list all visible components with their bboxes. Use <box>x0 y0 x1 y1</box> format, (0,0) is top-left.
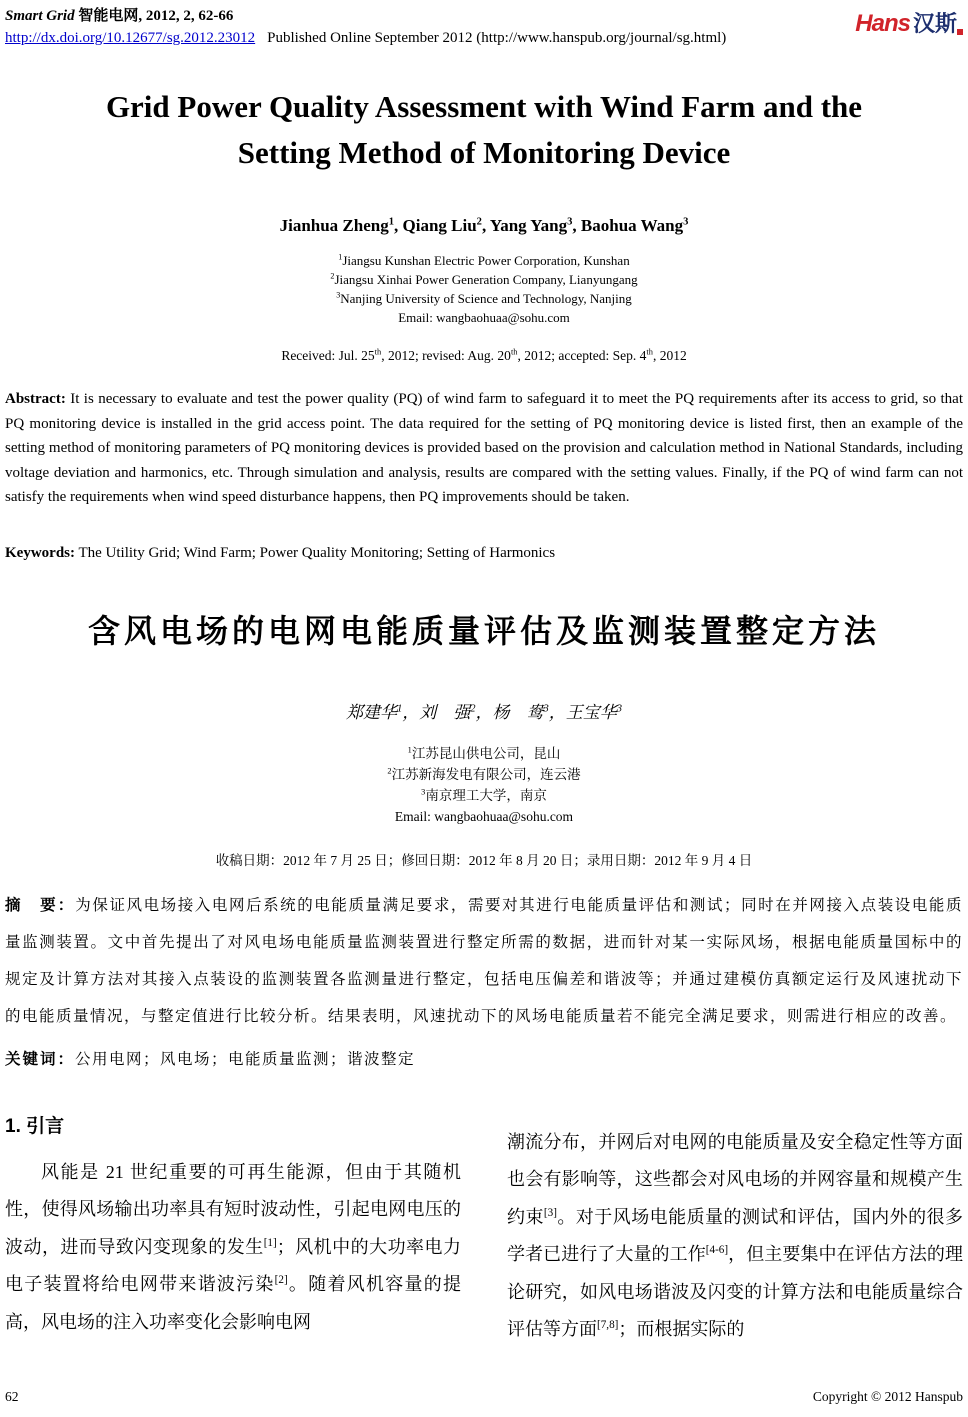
ordinal-sup: th <box>510 347 518 357</box>
hans-publisher-logo <box>855 7 963 38</box>
logo-accent-square <box>957 29 963 35</box>
author-sep: , <box>481 216 490 235</box>
author-name-zh: 王宝华 <box>565 702 617 722</box>
affil-sup: 3 <box>421 787 426 796</box>
body-text: 。随着风机容量的提高，风电场的注入功率变化会影响电网 <box>5 1274 462 1332</box>
affil-sup: 3 <box>336 290 341 300</box>
authors-en <box>5 216 963 236</box>
author-name: Jianhua Zheng <box>279 216 389 235</box>
ordinal-sup: th <box>374 347 382 357</box>
author-affil-sup: 3 <box>616 702 623 714</box>
keywords-text-en: The Utility Grid; Wind Farm; Power Quality Monitoring; Setting of Harmonics <box>75 544 556 561</box>
body-text: 潮流分布，并网后对电网的电能质量及安全稳定性等方面也会有影响等，这些都会对风电场的并网容量和规模产生约束 <box>507 1131 963 1227</box>
author-name-zh: 刘 强 <box>419 702 471 722</box>
body-text: 风能是 21 世纪重要的可再生能源，但由于其随机性，使得风场输出功率具有短时波动性，引起电网电压的波动，进而导致闪变现象的发生 <box>5 1161 461 1257</box>
keywords-text-zh: 公用电网；风电场；电能质量监测；谐波整定 <box>75 1050 416 1068</box>
abstract-en <box>5 387 963 510</box>
body-text: 。对于风场电能质量的测试和评估，国内外的很多学者已进行了大量的工作 <box>507 1206 964 1264</box>
affil-text: Jiangsu Xinhai Power Generation Company, Lianyungang <box>334 272 638 287</box>
author-sep: , <box>572 216 581 235</box>
author-name: Yang Yang <box>489 216 568 235</box>
email-line-zh: Email: wangbaohuaa@sohu.com <box>394 808 574 824</box>
citation-ref: [7,8] <box>597 1319 619 1331</box>
intro-paragraph-right <box>507 1124 963 1349</box>
affil-sup: 1 <box>407 745 412 754</box>
affil-text: Nanjing University of Science and Technology, Nanjing <box>340 291 632 306</box>
paper-title-zh: 含风电场的电网电能质量评估及监测装置整定方法 <box>87 612 880 649</box>
intro-paragraph-left <box>5 1154 461 1342</box>
affiliations-en <box>5 251 963 327</box>
affiliation-line <box>5 270 963 289</box>
authors-zh <box>5 698 963 723</box>
page-footer <box>5 1389 963 1405</box>
affiliation-line-zh <box>5 764 963 785</box>
journal-name: Smart Grid <box>5 8 75 24</box>
received-text: , 2012 <box>652 348 687 363</box>
received-dates-en <box>5 348 963 364</box>
author-affil-sup: 3 <box>543 702 549 714</box>
author-name-zh: 杨 鸯 <box>492 702 544 722</box>
affiliation-line-zh <box>5 743 963 764</box>
affiliation-line-zh <box>5 785 963 806</box>
keywords-en <box>5 545 963 562</box>
keywords-label-en: Keywords: <box>5 544 75 561</box>
logo-hans-text: Hans <box>855 10 910 37</box>
doi-link[interactable]: http://dx.doi.org/10.12677/sg.2012.23012 <box>5 30 256 46</box>
received-dates-zh: 收稿日期：2012 年 7 月 25 日；修回日期：2012 年 8 月 20 日；录用日期：2012 年 9 月 4 日 <box>215 852 753 868</box>
doi-line <box>5 28 726 48</box>
keywords-label-zh: 关键词： <box>5 1050 76 1068</box>
affil-text: Jiangsu Kunshan Electric Power Corporation, Kunshan <box>342 253 630 268</box>
received-text: , 2012; revised: Aug. 20 <box>381 348 511 363</box>
author-name-zh: 郑建华 <box>345 702 397 722</box>
received-text: , 2012; accepted: Sep. 4 <box>517 348 647 363</box>
paper-title-line2: Setting Method of Monitoring Device <box>237 135 731 170</box>
journal-issue-info: 智能电网, 2012, 2, 62-66 <box>74 8 234 24</box>
author-sep: ， <box>548 702 566 722</box>
page-header <box>5 6 963 48</box>
affiliations-zh <box>5 743 963 827</box>
abstract-label-zh: 摘 要： <box>5 896 76 914</box>
abstract-zh <box>5 887 963 1035</box>
abstract-label-en: Abstract: <box>5 391 66 407</box>
published-online-text: Published Online September 2012 (http://www.hanspub.org/journal/sg.html) <box>267 30 727 46</box>
author-sep: ， <box>475 702 493 722</box>
citation-ref: [1] <box>263 1236 277 1249</box>
body-columns <box>5 1111 963 1349</box>
abstract-text-en: It is necessary to evaluate and test the power quality (PQ) of wind farm to safeguard it to meet the PQ requirements after its access to grid, so that PQ monitoring device is installed in the grid access point. The data required for the setting of PQ monitoring device is listed first, then an example of the setting method of monitoring parameters of PQ monitoring devices is provided based on the provision and calculation method in National Standards, including voltage deviation and harmonics, etc. Through simulation and analysis, results are compared with the setting values. Finally, if the PQ of wind farm can not satisfy the requirements when wind speed disturbance happens, then PQ improvements should be taken. <box>5 391 963 505</box>
journal-info <box>5 6 726 48</box>
paper-title-line1: Grid Power Quality Assessment with Wind Farm and the <box>105 89 863 124</box>
affiliation-line <box>5 251 963 270</box>
abstract-text-zh: 为保证风电场接入电网后系统的电能质量满足要求，需要对其进行电能质量评估和测试；同时在并网接入点装设电能质量监测装置。文中首先提出了对风电场电能质量监测装置进行整定所需的数据，进而针对某一实际风场，根据电能质量国标中的规定及计算方法对其接入点装设的监测装置各监测量进行整定，包括电压偏差和谐波等；并通过建模仿真额定运行及风速扰动下的电能质量情况，与整定值进行比较分析。结果表明，风速扰动下的风场电能质量若不能完全满足要求，则需进行相应的改善。 <box>5 896 963 1025</box>
left-column <box>5 1111 461 1349</box>
page-number: 62 <box>5 1389 19 1404</box>
author-affil-sup: 2 <box>476 216 482 228</box>
received-text: Received: Jul. 25 <box>281 348 375 363</box>
right-column <box>507 1111 963 1349</box>
body-text: ；风机中的大功率电力电子装置将给电网带来谐波污染 <box>5 1236 462 1294</box>
citation-ref: [4-6] <box>705 1244 729 1256</box>
affiliation-line <box>5 289 963 308</box>
affil-text: 江苏昆山供电公司，昆山 <box>411 745 561 761</box>
author-affil-sup: 1 <box>388 216 394 228</box>
author-sep: ， <box>402 702 420 722</box>
author-affil-sup: 2 <box>470 702 476 714</box>
logo-hanzi-text: 汉斯 <box>912 11 957 36</box>
author-sep: , <box>394 216 403 235</box>
affil-sup: 1 <box>338 252 343 262</box>
author-affil-sup: 3 <box>567 216 573 228</box>
copyright-text: Copyright © 2012 Hanspub <box>812 1389 963 1404</box>
body-text: ；而根据实际的 <box>618 1319 745 1339</box>
keywords-zh <box>5 1047 963 1069</box>
ordinal-sup: th <box>646 347 653 357</box>
affil-text: 江苏新海发电有限公司，连云港 <box>391 766 581 782</box>
author-affil-sup: 3 <box>683 216 689 228</box>
affil-sup: 2 <box>330 271 335 281</box>
section-1-heading: 1. 引言 <box>5 1115 65 1137</box>
journal-issue-line <box>5 6 726 26</box>
body-text: ，但主要集中在评估方法的理论研究，如风电场谐波及闪变的计算方法和电能质量综合评估等方面 <box>507 1244 964 1339</box>
author-name: Qiang Liu <box>402 216 477 235</box>
email-line-en: Email: wangbaohuaa@sohu.com <box>398 310 570 325</box>
author-name: Baohua Wang <box>580 216 684 235</box>
citation-ref: [3] <box>543 1206 557 1219</box>
citation-ref: [2] <box>274 1274 288 1286</box>
affil-sup: 2 <box>387 766 392 775</box>
author-affil-sup: 1 <box>396 702 403 714</box>
paper-title-en <box>5 84 963 176</box>
affil-text: 南京理工大学，南京 <box>425 787 547 803</box>
